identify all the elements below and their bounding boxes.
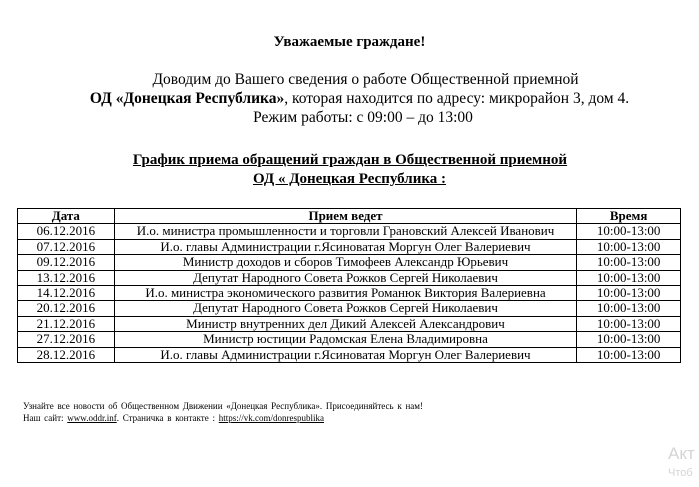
cell-time: 10:00-13:00 (577, 332, 681, 347)
cell-date: 21.12.2016 (18, 316, 115, 331)
footer-links-line (23, 412, 423, 424)
footer (23, 400, 423, 424)
org-name: ОД «Донецкая Республика» (89, 90, 285, 107)
cell-official: Министр доходов и сборов Тимофеев Александр Юрьевич (114, 255, 577, 270)
cell-official: Министр юстиции Радомская Елена Владимировна (114, 332, 577, 347)
cell-date: 06.12.2016 (18, 224, 115, 239)
schedule-table (17, 208, 681, 363)
cell-time: 10:00-13:00 (577, 270, 681, 285)
cell-time: 10:00-13:00 (577, 224, 681, 239)
cell-official: Министр внутренних дел Дикий Алексей Александрович (114, 316, 577, 331)
cell-official: И.о. министра промышленности и торговли Грановский Алексей Иванович (114, 224, 577, 239)
cell-official: И.о. главы Администрации г.Ясиноватая Моргун Олег Валериевич (114, 239, 577, 254)
column-header-official: Прием ведет (114, 209, 577, 224)
page-heading: Уважаемые граждане! (273, 34, 426, 50)
table-row (18, 347, 681, 362)
cell-time: 10:00-13:00 (577, 255, 681, 270)
cell-date: 13.12.2016 (18, 270, 115, 285)
address-text: , которая находится по адресу: микрорайон 3, дом 4. (284, 90, 630, 107)
column-header-date: Дата (18, 209, 115, 224)
column-header-time: Время (577, 209, 681, 224)
vk-link[interactable]: https://vk.com/donrespublika (218, 413, 324, 423)
site-label: Наш сайт: (23, 413, 64, 423)
vk-label: . Страничка в контакте : (116, 413, 215, 423)
site-link[interactable]: www.oddr.inf (67, 413, 117, 423)
cell-date: 14.12.2016 (18, 286, 115, 301)
table-row (18, 332, 681, 347)
cell-date: 27.12.2016 (18, 332, 115, 347)
table-row (18, 224, 681, 239)
table-row (18, 239, 681, 254)
working-hours: Режим работы: с 09:00 – до 13:00 (253, 109, 473, 126)
cell-date: 09.12.2016 (18, 255, 115, 270)
schedule-table-body (18, 224, 681, 363)
cell-time: 10:00-13:00 (577, 316, 681, 331)
cell-time: 10:00-13:00 (577, 301, 681, 316)
cell-date: 07.12.2016 (18, 239, 115, 254)
intro-line-1: Доводим до Вашего сведения о работе Общественной приемной (152, 71, 579, 88)
table-row (18, 286, 681, 301)
schedule-title-line-1: График приема обращений граждан в Общественной приемной (132, 152, 568, 168)
cell-time: 10:00-13:00 (577, 286, 681, 301)
intro-paragraph (0, 70, 699, 127)
table-row (18, 316, 681, 331)
cell-date: 20.12.2016 (18, 301, 115, 316)
cell-official: Депутат Народного Совета Рожков Сергей Николаевич (114, 270, 577, 285)
activation-watermark (668, 443, 695, 481)
cell-date: 28.12.2016 (18, 347, 115, 362)
watermark-line-1: Акт (668, 444, 695, 463)
cell-official: И.о. главы Администрации г.Ясиноватая Моргун Олег Валериевич (114, 347, 577, 362)
schedule-title-line-2: ОД « Донецкая Республика : (252, 171, 447, 187)
table-row (18, 255, 681, 270)
cell-time: 10:00-13:00 (577, 239, 681, 254)
table-row (18, 301, 681, 316)
schedule-title (0, 151, 699, 189)
intro-line-2 (0, 89, 699, 108)
table-header-row (18, 209, 681, 224)
cell-time: 10:00-13:00 (577, 347, 681, 362)
watermark-line-2: Чтоб (668, 467, 693, 479)
cell-official: И.о. министра экономического развития Романюк Виктория Валериевна (114, 286, 577, 301)
table-row (18, 270, 681, 285)
cell-official: Депутат Народного Совета Рожков Сергей Николаевич (114, 301, 577, 316)
footer-news-line: Узнайте все новости об Общественном Движении «Донецкая Республика». Присоединяйтесь к нам! (23, 401, 423, 411)
